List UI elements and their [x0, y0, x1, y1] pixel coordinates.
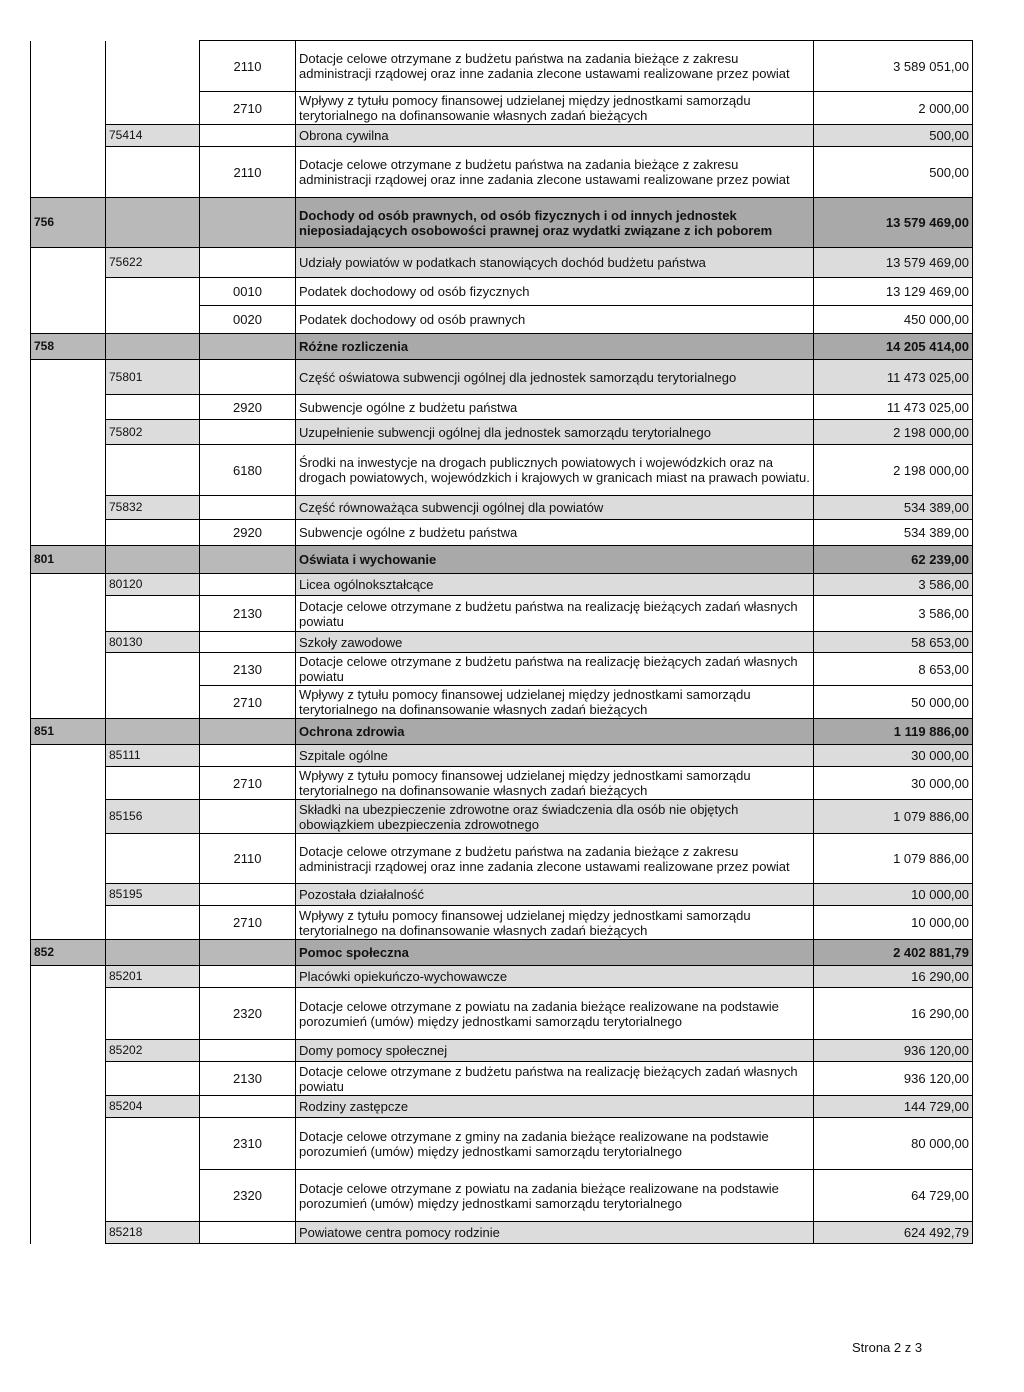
- rozdzial-cell: 75801: [106, 360, 200, 395]
- dzial-cell: [31, 306, 106, 334]
- description-cell: Dotacje celowe otrzymane z budżetu państwa na zadania bieżące z zakresu administracji rządowej oraz inne zadania zlecone ustawami realizowane przez powiat: [296, 147, 814, 198]
- description-cell: Dotacje celowe otrzymane z budżetu państwa na realizację bieżących zadań własnych powiatu: [296, 1062, 814, 1096]
- dzial-cell: [31, 745, 106, 767]
- chapter-row: [31, 966, 973, 988]
- paragraf-cell: 6180: [200, 445, 296, 496]
- amount-cell: 50 000,00: [814, 686, 973, 719]
- chapter-row: [31, 125, 973, 147]
- rozdzial-cell: 85195: [106, 884, 200, 906]
- amount-cell: 534 389,00: [814, 496, 973, 520]
- amount-cell: 11 473 025,00: [814, 395, 973, 420]
- rozdzial-cell: [106, 92, 200, 125]
- amount-cell: 1 119 886,00: [814, 719, 973, 745]
- description-cell: Szpitale ogólne: [296, 745, 814, 767]
- rozdzial-cell: [106, 686, 200, 719]
- dzial-cell: [31, 800, 106, 834]
- dzial-cell: 756: [31, 198, 106, 248]
- description-cell: Składki na ubezpieczenie zdrowotne oraz świadczenia dla osób nie objętych obowiązkiem ubezpieczenia zdrowotnego: [296, 800, 814, 834]
- paragraf-cell: 2710: [200, 686, 296, 719]
- amount-cell: 1 079 886,00: [814, 834, 973, 884]
- paragraf-cell: [200, 574, 296, 596]
- table-row: [31, 596, 973, 632]
- paragraf-cell: 2110: [200, 147, 296, 198]
- table-row: [31, 445, 973, 496]
- amount-cell: 30 000,00: [814, 767, 973, 800]
- table-row: [31, 306, 973, 334]
- table-row: [31, 686, 973, 719]
- amount-cell: 14 205 414,00: [814, 334, 973, 360]
- table-row: [31, 1118, 973, 1170]
- description-cell: Szkoły zawodowe: [296, 632, 814, 653]
- chapter-row: [31, 1040, 973, 1062]
- rozdzial-cell: 85111: [106, 745, 200, 767]
- dzial-cell: [31, 966, 106, 988]
- rozdzial-cell: [106, 334, 200, 360]
- paragraf-cell: 2130: [200, 1062, 296, 1096]
- dzial-cell: [31, 632, 106, 653]
- dzial-cell: [31, 1118, 106, 1170]
- rozdzial-cell: [106, 596, 200, 632]
- rozdzial-cell: 75622: [106, 248, 200, 278]
- rozdzial-cell: [106, 198, 200, 248]
- dzial-cell: [31, 445, 106, 496]
- dzial-cell: [31, 420, 106, 445]
- amount-cell: 1 079 886,00: [814, 800, 973, 834]
- amount-cell: 30 000,00: [814, 745, 973, 767]
- rozdzial-cell: 85218: [106, 1222, 200, 1244]
- description-cell: Udziały powiatów w podatkach stanowiących dochód budżetu państwa: [296, 248, 814, 278]
- description-cell: Dotacje celowe otrzymane z powiatu na zadania bieżące realizowane na podstawie porozumień (umów) między jednostkami samorządu terytorialnego: [296, 988, 814, 1040]
- paragraf-cell: [200, 940, 296, 966]
- table-row: [31, 520, 973, 546]
- paragraf-cell: [200, 420, 296, 445]
- description-cell: Obrona cywilna: [296, 125, 814, 147]
- dzial-cell: [31, 1062, 106, 1096]
- rozdzial-cell: 85202: [106, 1040, 200, 1062]
- description-cell: Dotacje celowe otrzymane z gminy na zadania bieżące realizowane na podstawie porozumień (umów) między jednostkami samorządu terytorialnego: [296, 1118, 814, 1170]
- amount-cell: 13 579 469,00: [814, 198, 973, 248]
- rozdzial-cell: [106, 1118, 200, 1170]
- dzial-cell: 758: [31, 334, 106, 360]
- dzial-cell: 851: [31, 719, 106, 745]
- paragraf-cell: 2320: [200, 1170, 296, 1222]
- amount-cell: 64 729,00: [814, 1170, 973, 1222]
- amount-cell: 80 000,00: [814, 1118, 973, 1170]
- dzial-cell: [31, 834, 106, 884]
- description-cell: Podatek dochodowy od osób fizycznych: [296, 278, 814, 306]
- division-row: [31, 334, 973, 360]
- dzial-cell: [31, 147, 106, 198]
- rozdzial-cell: 75832: [106, 496, 200, 520]
- dzial-cell: 852: [31, 940, 106, 966]
- amount-cell: 58 653,00: [814, 632, 973, 653]
- chapter-row: [31, 632, 973, 653]
- description-cell: Placówki opiekuńczo-wychowawcze: [296, 966, 814, 988]
- division-row: [31, 940, 973, 966]
- description-cell: Wpływy z tytułu pomocy finansowej udzielanej między jednostkami samorządu terytorialnego na dofinansowanie własnych zadań bieżących: [296, 906, 814, 940]
- description-cell: Subwencje ogólne z budżetu państwa: [296, 395, 814, 420]
- amount-cell: 16 290,00: [814, 988, 973, 1040]
- dzial-cell: [31, 1222, 106, 1244]
- dzial-cell: [31, 596, 106, 632]
- rozdzial-cell: [106, 1170, 200, 1222]
- amount-cell: 16 290,00: [814, 966, 973, 988]
- rozdzial-cell: [106, 147, 200, 198]
- description-cell: Uzupełnienie subwencji ogólnej dla jednostek samorządu terytorialnego: [296, 420, 814, 445]
- amount-cell: 10 000,00: [814, 884, 973, 906]
- paragraf-cell: 2110: [200, 834, 296, 884]
- dzial-cell: [31, 248, 106, 278]
- table-row: [31, 395, 973, 420]
- description-cell: Wpływy z tytułu pomocy finansowej udzielanej między jednostkami samorządu terytorialnego na dofinansowanie własnych zadań bieżących: [296, 92, 814, 125]
- paragraf-cell: [200, 248, 296, 278]
- amount-cell: 13 129 469,00: [814, 278, 973, 306]
- chapter-row: [31, 1096, 973, 1118]
- rozdzial-cell: 85204: [106, 1096, 200, 1118]
- paragraf-cell: 2110: [200, 41, 296, 92]
- chapter-row: [31, 248, 973, 278]
- rozdzial-cell: 80120: [106, 574, 200, 596]
- description-cell: Pomoc społeczna: [296, 940, 814, 966]
- description-cell: Część oświatowa subwencji ogólnej dla jednostek samorządu terytorialnego: [296, 360, 814, 395]
- rozdzial-cell: 75414: [106, 125, 200, 147]
- page-number: Strona 2 z 3: [852, 1340, 923, 1355]
- dzial-cell: [31, 906, 106, 940]
- paragraf-cell: [200, 198, 296, 248]
- dzial-cell: [31, 884, 106, 906]
- table-row: [31, 278, 973, 306]
- paragraf-cell: 2130: [200, 596, 296, 632]
- amount-cell: 3 586,00: [814, 596, 973, 632]
- dzial-cell: [31, 520, 106, 546]
- paragraf-cell: [200, 884, 296, 906]
- amount-cell: 10 000,00: [814, 906, 973, 940]
- paragraf-cell: 2310: [200, 1118, 296, 1170]
- rozdzial-cell: [106, 719, 200, 745]
- amount-cell: 2 402 881,79: [814, 940, 973, 966]
- paragraf-cell: 2710: [200, 767, 296, 800]
- chapter-row: [31, 884, 973, 906]
- dzial-cell: [31, 496, 106, 520]
- description-cell: Powiatowe centra pomocy rodzinie: [296, 1222, 814, 1244]
- rozdzial-cell: [106, 278, 200, 306]
- description-cell: Dotacje celowe otrzymane z budżetu państwa na zadania bieżące z zakresu administracji rządowej oraz inne zadania zlecone ustawami realizowane przez powiat: [296, 834, 814, 884]
- table-row: [31, 1170, 973, 1222]
- rozdzial-cell: [106, 520, 200, 546]
- chapter-row: [31, 574, 973, 596]
- dzial-cell: [31, 92, 106, 125]
- amount-cell: 2 198 000,00: [814, 445, 973, 496]
- paragraf-cell: [200, 632, 296, 653]
- rozdzial-cell: [106, 653, 200, 686]
- dzial-cell: [31, 653, 106, 686]
- paragraf-cell: [200, 360, 296, 395]
- description-cell: Pozostała działalność: [296, 884, 814, 906]
- rozdzial-cell: [106, 834, 200, 884]
- rozdzial-cell: [106, 546, 200, 574]
- division-row: [31, 719, 973, 745]
- paragraf-cell: 2710: [200, 906, 296, 940]
- dzial-cell: [31, 278, 106, 306]
- paragraf-cell: [200, 1040, 296, 1062]
- rozdzial-cell: [106, 906, 200, 940]
- dzial-cell: [31, 125, 106, 147]
- amount-cell: 534 389,00: [814, 520, 973, 546]
- rozdzial-cell: [106, 306, 200, 334]
- chapter-row: [31, 360, 973, 395]
- description-cell: Dochody od osób prawnych, od osób fizycznych i od innych jednostek nieposiadających osobowości prawnej oraz wydatki związane z ich poborem: [296, 198, 814, 248]
- table-row: [31, 147, 973, 198]
- description-cell: Różne rozliczenia: [296, 334, 814, 360]
- amount-cell: 11 473 025,00: [814, 360, 973, 395]
- paragraf-cell: 2130: [200, 653, 296, 686]
- paragraf-cell: [200, 966, 296, 988]
- description-cell: Oświata i wychowanie: [296, 546, 814, 574]
- rozdzial-cell: [106, 445, 200, 496]
- amount-cell: 936 120,00: [814, 1040, 973, 1062]
- chapter-row: [31, 1222, 973, 1244]
- description-cell: Dotacje celowe otrzymane z budżetu państwa na realizację bieżących zadań własnych powiatu: [296, 653, 814, 686]
- table-row: [31, 41, 973, 92]
- amount-cell: 13 579 469,00: [814, 248, 973, 278]
- paragraf-cell: [200, 1096, 296, 1118]
- paragraf-cell: 2920: [200, 395, 296, 420]
- amount-cell: 3 586,00: [814, 574, 973, 596]
- description-cell: Dotacje celowe otrzymane z budżetu państwa na realizację bieżących zadań własnych powiatu: [296, 596, 814, 632]
- paragraf-cell: 0010: [200, 278, 296, 306]
- budget-income-table: [30, 40, 973, 1244]
- rozdzial-cell: [106, 395, 200, 420]
- paragraf-cell: [200, 546, 296, 574]
- dzial-cell: [31, 988, 106, 1040]
- table-row: [31, 92, 973, 125]
- description-cell: Ochrona zdrowia: [296, 719, 814, 745]
- rozdzial-cell: [106, 988, 200, 1040]
- paragraf-cell: 2320: [200, 988, 296, 1040]
- paragraf-cell: [200, 1222, 296, 1244]
- amount-cell: 144 729,00: [814, 1096, 973, 1118]
- table-row: [31, 834, 973, 884]
- dzial-cell: [31, 767, 106, 800]
- description-cell: Domy pomocy społecznej: [296, 1040, 814, 1062]
- description-cell: Dotacje celowe otrzymane z budżetu państwa na zadania bieżące z zakresu administracji rządowej oraz inne zadania zlecone ustawami realizowane przez powiat: [296, 41, 814, 92]
- dzial-cell: [31, 41, 106, 92]
- description-cell: Część równoważąca subwencji ogólnej dla powiatów: [296, 496, 814, 520]
- dzial-cell: 801: [31, 546, 106, 574]
- description-cell: Licea ogólnokształcące: [296, 574, 814, 596]
- description-cell: Dotacje celowe otrzymane z powiatu na zadania bieżące realizowane na podstawie porozumień (umów) między jednostkami samorządu terytorialnego: [296, 1170, 814, 1222]
- amount-cell: 500,00: [814, 147, 973, 198]
- table-row: [31, 988, 973, 1040]
- division-row: [31, 198, 973, 248]
- rozdzial-cell: 75802: [106, 420, 200, 445]
- paragraf-cell: 0020: [200, 306, 296, 334]
- amount-cell: 8 653,00: [814, 653, 973, 686]
- division-row: [31, 546, 973, 574]
- chapter-row: [31, 496, 973, 520]
- description-cell: Subwencje ogólne z budżetu państwa: [296, 520, 814, 546]
- rozdzial-cell: 85156: [106, 800, 200, 834]
- dzial-cell: [31, 1040, 106, 1062]
- paragraf-cell: [200, 496, 296, 520]
- amount-cell: 936 120,00: [814, 1062, 973, 1096]
- amount-cell: 2 000,00: [814, 92, 973, 125]
- paragraf-cell: [200, 334, 296, 360]
- paragraf-cell: [200, 800, 296, 834]
- paragraf-cell: 2920: [200, 520, 296, 546]
- chapter-row: [31, 420, 973, 445]
- description-cell: Podatek dochodowy od osób prawnych: [296, 306, 814, 334]
- amount-cell: 62 239,00: [814, 546, 973, 574]
- dzial-cell: [31, 360, 106, 395]
- rozdzial-cell: 80130: [106, 632, 200, 653]
- description-cell: Wpływy z tytułu pomocy finansowej udzielanej między jednostkami samorządu terytorialnego na dofinansowanie własnych zadań bieżących: [296, 686, 814, 719]
- rozdzial-cell: [106, 41, 200, 92]
- rozdzial-cell: [106, 767, 200, 800]
- rozdzial-cell: [106, 940, 200, 966]
- description-cell: Rodziny zastępcze: [296, 1096, 814, 1118]
- table-row: [31, 1062, 973, 1096]
- chapter-row: [31, 800, 973, 834]
- rozdzial-cell: [106, 1062, 200, 1096]
- dzial-cell: [31, 395, 106, 420]
- description-cell: Wpływy z tytułu pomocy finansowej udzielanej między jednostkami samorządu terytorialnego na dofinansowanie własnych zadań bieżących: [296, 767, 814, 800]
- chapter-row: [31, 745, 973, 767]
- paragraf-cell: [200, 745, 296, 767]
- paragraf-cell: 2710: [200, 92, 296, 125]
- amount-cell: 3 589 051,00: [814, 41, 973, 92]
- amount-cell: 450 000,00: [814, 306, 973, 334]
- dzial-cell: [31, 1096, 106, 1118]
- rozdzial-cell: 85201: [106, 966, 200, 988]
- description-cell: Środki na inwestycje na drogach publicznych powiatowych i wojewódzkich oraz na drogach powiatowych, wojewódzkich i krajowych w granicach miast na prawach powiatu.: [296, 445, 814, 496]
- amount-cell: 624 492,79: [814, 1222, 973, 1244]
- paragraf-cell: [200, 719, 296, 745]
- table-row: [31, 653, 973, 686]
- table-row: [31, 767, 973, 800]
- table-row: [31, 906, 973, 940]
- dzial-cell: [31, 1170, 106, 1222]
- amount-cell: 500,00: [814, 125, 973, 147]
- paragraf-cell: [200, 125, 296, 147]
- amount-cell: 2 198 000,00: [814, 420, 973, 445]
- dzial-cell: [31, 686, 106, 719]
- dzial-cell: [31, 574, 106, 596]
